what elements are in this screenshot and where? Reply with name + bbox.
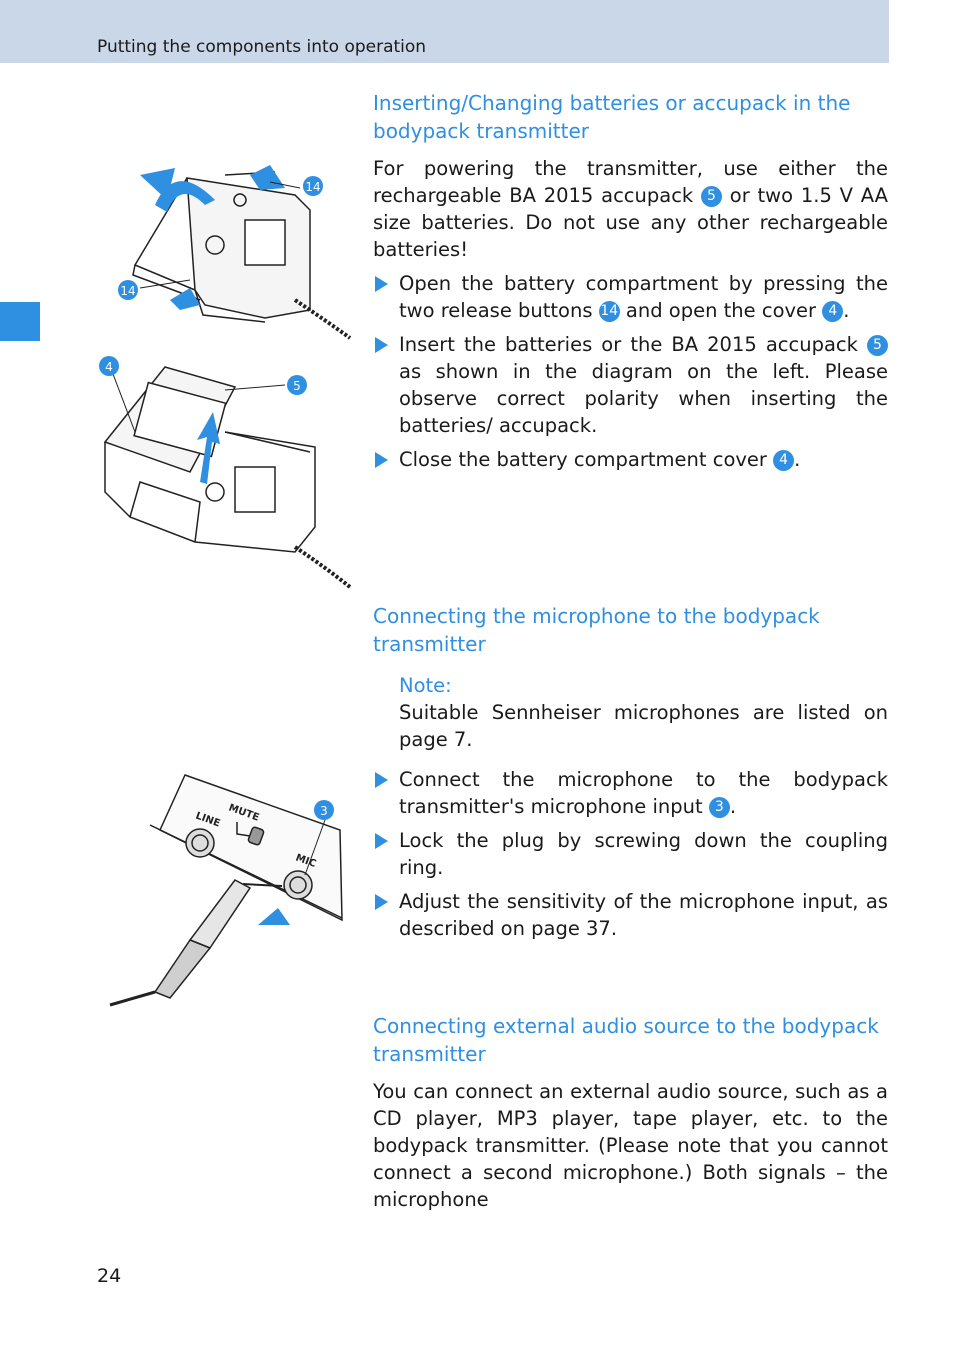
section-external-audio <box>373 1012 888 1213</box>
figure-open-transmitter <box>95 150 360 350</box>
section-heading: Inserting/Changing batteries or accupack in the bodypack transmitter <box>373 91 851 143</box>
figure-insert-batteries <box>95 352 360 602</box>
marker-14-inline: 14 <box>599 301 620 322</box>
figure-connect-microphone <box>100 770 350 1010</box>
svg-text:4: 4 <box>105 360 113 374</box>
note-box <box>373 672 888 753</box>
page-number: 24 <box>97 1265 122 1287</box>
section-batteries <box>373 89 888 473</box>
svg-text:LINE: LINE <box>193 810 222 830</box>
release-arrow-top <box>250 165 285 190</box>
marker-4-inline: 4 <box>773 450 794 471</box>
svg-text:14: 14 <box>305 180 321 194</box>
note-text: Suitable Sennheiser microphones are listed on page 7. <box>399 701 888 751</box>
marker-5-inline: 5 <box>701 186 722 207</box>
page-header <box>0 0 889 63</box>
paragraph: You can connect an external audio source, such as a CD player, MP3 player, tape player, etc. to the bodypack transmitter. (Please note that you cannot connect a second microphone.) Both signals – the microphone <box>373 1080 888 1211</box>
instruction-item: Lock the plug by screwing down the coupling ring. <box>373 827 888 881</box>
plug-in-arrow <box>258 908 290 925</box>
svg-text:MIC: MIC <box>293 852 318 871</box>
svg-text:14: 14 <box>120 284 136 298</box>
instruction-item: Open the battery compartment by pressing the two release buttons 14 and open the cover 4 . <box>373 270 888 324</box>
instruction-item: Close the battery compartment cover 4 . <box>373 446 888 473</box>
section-heading: Connecting external audio source to the bodypack transmitter <box>373 1014 879 1066</box>
section-microphone <box>373 602 888 942</box>
svg-text:3: 3 <box>320 804 328 818</box>
header-title: Putting the components into operation <box>97 37 427 57</box>
paragraph: For powering the transmitter, use either the rechargeable BA 2015 accupack 5 or two 1.5 V AA size batteries. Do not use any other rechargeable batteries! <box>373 157 888 261</box>
instruction-item: Insert the batteries or the BA 2015 accupack 5 as shown in the diagram on the left. Please observe correct polarity when inserting the batteries/ accupack. <box>373 331 888 439</box>
marker-3-inline: 3 <box>709 797 730 818</box>
svg-text:MUTE: MUTE <box>226 802 261 824</box>
instruction-item: Adjust the sensitivity of the microphone input, as described on page 37. <box>373 888 888 942</box>
instruction-item: Connect the microphone to the bodypack transmitter's microphone input 3 . <box>373 766 888 820</box>
section-heading: Connecting the microphone to the bodypack transmitter <box>373 604 820 656</box>
svg-text:5: 5 <box>293 379 301 393</box>
marker-4-inline: 4 <box>822 301 843 322</box>
note-label: Note: <box>399 674 452 697</box>
marker-5-inline: 5 <box>867 335 888 356</box>
chapter-tab-marker <box>0 302 40 341</box>
